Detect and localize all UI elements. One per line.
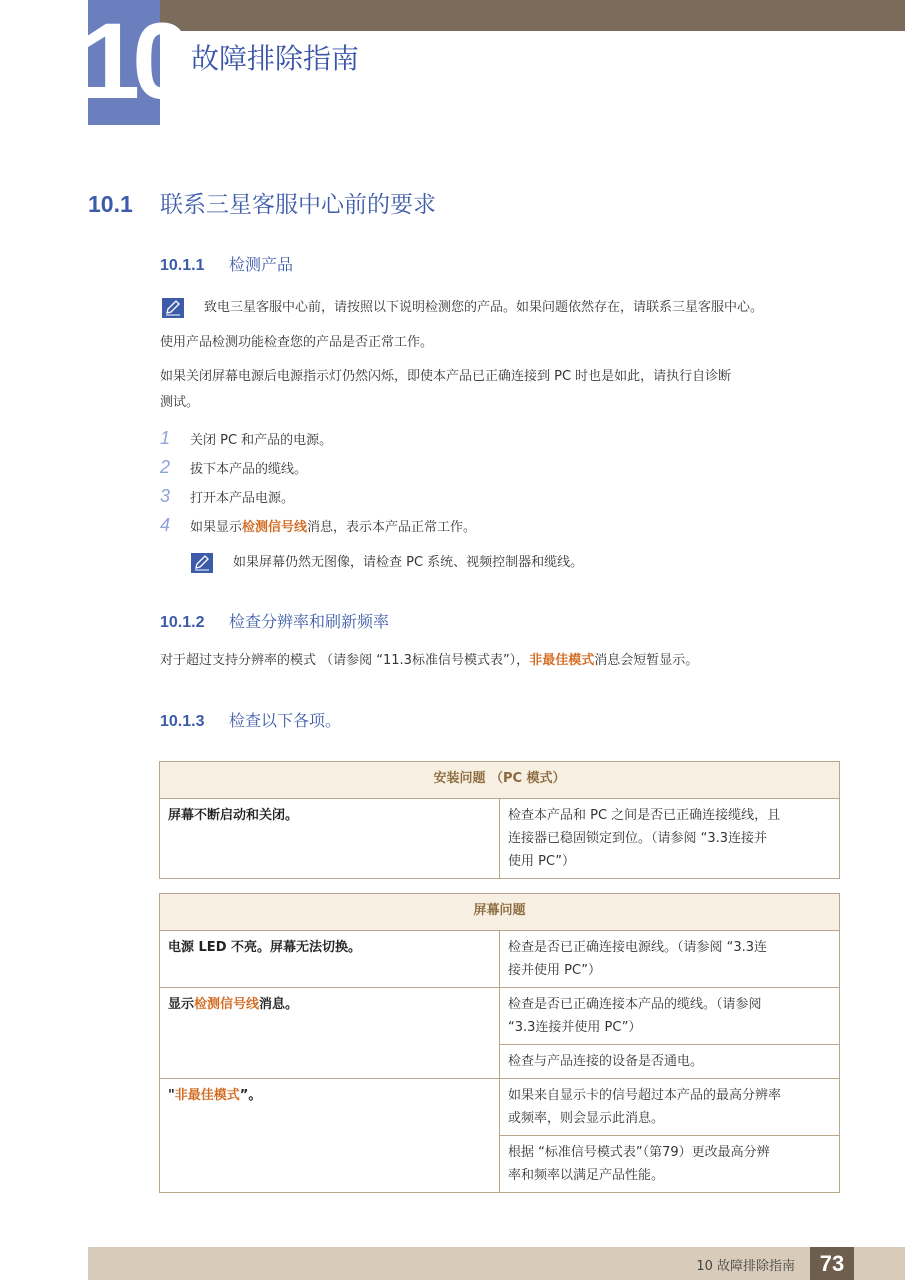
highlight-term: 检测信号线 <box>194 997 260 1012</box>
highlight-term: 非最佳模式 <box>529 653 595 668</box>
step-item <box>160 484 294 508</box>
chapter-number: 10 <box>80 0 185 121</box>
section-number: 10.1 <box>88 191 133 217</box>
note-text: 如果屏幕仍然无图像，请检查 PC 系统、视频控制器和缆线。 <box>233 555 584 570</box>
table-header: 安装问题 （PC 模式） <box>160 762 840 799</box>
solution-cell <box>500 799 840 879</box>
subsection-number: 10.1.2 <box>160 614 205 631</box>
solution-line: 检查是否已正确连接电源线。（请参阅 “3.3连 <box>508 940 768 955</box>
page-number: 73 <box>810 1247 854 1280</box>
page-footer <box>88 1247 905 1280</box>
problem-pre: " <box>168 1088 175 1103</box>
subsection-number: 10.1.3 <box>160 713 205 730</box>
solution-line: 如果来自显示卡的信号超过本产品的最高分辨率 <box>508 1088 782 1103</box>
chapter-number-box <box>80 0 185 125</box>
step-item <box>160 455 307 479</box>
screen-problems-table <box>159 893 840 1193</box>
problem-cell <box>160 988 500 1079</box>
solution-line: “3.3连接并使用 PC”） <box>508 1020 642 1035</box>
solution-line: 连接器已稳固锁定到位。（请参阅 “3.3连接并 <box>508 831 768 846</box>
step-number: 2 <box>160 457 171 477</box>
highlight-term: 检测信号线 <box>242 520 308 535</box>
solution-cell <box>500 931 840 988</box>
table-row <box>160 799 840 879</box>
table-row <box>160 988 840 1045</box>
solution-cell <box>500 1079 840 1136</box>
subsection-title: 检查以下各项。 <box>229 711 342 730</box>
subsection-title: 检查分辨率和刷新频率 <box>229 612 390 631</box>
highlight-term: 非最佳模式 <box>174 1088 240 1103</box>
solution-line: 接并使用 PC”） <box>508 963 602 978</box>
subsection-heading-2 <box>160 609 389 632</box>
paragraph <box>160 649 698 673</box>
problem-cell: 屏幕不断启动和关闭。 <box>160 799 500 879</box>
solution-line: 率和频率以满足产品性能。 <box>508 1168 665 1183</box>
step-text: 关闭 PC 和产品的电源。 <box>190 433 333 448</box>
step-number: 3 <box>160 486 171 506</box>
step-number: 1 <box>160 428 171 448</box>
subsection-heading-3 <box>160 708 341 731</box>
solution-line: 检查本产品和 PC 之间是否已正确连接缆线，且 <box>508 808 781 823</box>
solution-line: 使用 PC”） <box>508 854 576 869</box>
step-item <box>160 426 332 450</box>
step-text-post: 消息，表示本产品正常工作。 <box>307 520 477 535</box>
table-row <box>160 1079 840 1136</box>
table-header: 屏幕问题 <box>160 894 840 931</box>
problem-cell: 电源 LED 不亮。屏幕无法切换。 <box>160 931 500 988</box>
solution-line: 检查是否已正确连接本产品的缆线。（请参阅 <box>508 997 762 1012</box>
step-item <box>160 513 476 537</box>
solution-cell <box>500 1136 840 1193</box>
problem-pre: 显示 <box>168 997 195 1012</box>
solution-cell <box>500 988 840 1045</box>
note-text: 致电三星客服中心前，请按照以下说明检测您的产品。如果问题依然存在，请联系三星客服中心。 <box>204 300 764 315</box>
subsection-title: 检测产品 <box>229 255 294 274</box>
solution-line: 或频率，则会显示此消息。 <box>508 1111 665 1126</box>
paragraph-pre: 对于超过支持分辨率的模式 （请参阅 “11.3标准信号模式表”）， <box>160 653 530 668</box>
subsection-heading-1 <box>160 252 293 275</box>
problem-post: 消息。 <box>259 997 299 1012</box>
note-icon <box>162 298 184 318</box>
note-icon <box>191 553 213 573</box>
problem-cell <box>160 1079 500 1193</box>
install-problems-table <box>159 761 840 879</box>
paragraph-post: 消息会短暂显示。 <box>594 653 699 668</box>
solution-line: 根据 “标准信号模式表”（第79）更改最高分辨 <box>508 1145 770 1160</box>
paragraph: 如果关闭屏幕电源后电源指示灯仍然闪烁，即使本产品已正确连接到 PC 时也是如此，请执行自诊断 <box>160 369 732 384</box>
step-number: 4 <box>160 515 171 535</box>
top-bar <box>160 0 905 31</box>
table-row <box>160 931 840 988</box>
chapter-title: 故障排除指南 <box>191 42 360 75</box>
paragraph: 使用产品检测功能检查您的产品是否正常工作。 <box>160 335 434 350</box>
section-title: 联系三星客服中心前的要求 <box>160 192 436 218</box>
subsection-number: 10.1.1 <box>160 257 205 274</box>
footer-chapter-label: 10 故障排除指南 <box>696 1259 795 1274</box>
step-text-pre: 如果显示 <box>190 520 243 535</box>
paragraph: 测试。 <box>160 395 200 410</box>
section-heading <box>88 186 436 219</box>
problem-post: ”。 <box>239 1088 262 1103</box>
step-text: 打开本产品电源。 <box>190 491 295 506</box>
solution-cell: 检查与产品连接的设备是否通电。 <box>500 1045 840 1079</box>
step-text: 拔下本产品的缆线。 <box>190 462 308 477</box>
